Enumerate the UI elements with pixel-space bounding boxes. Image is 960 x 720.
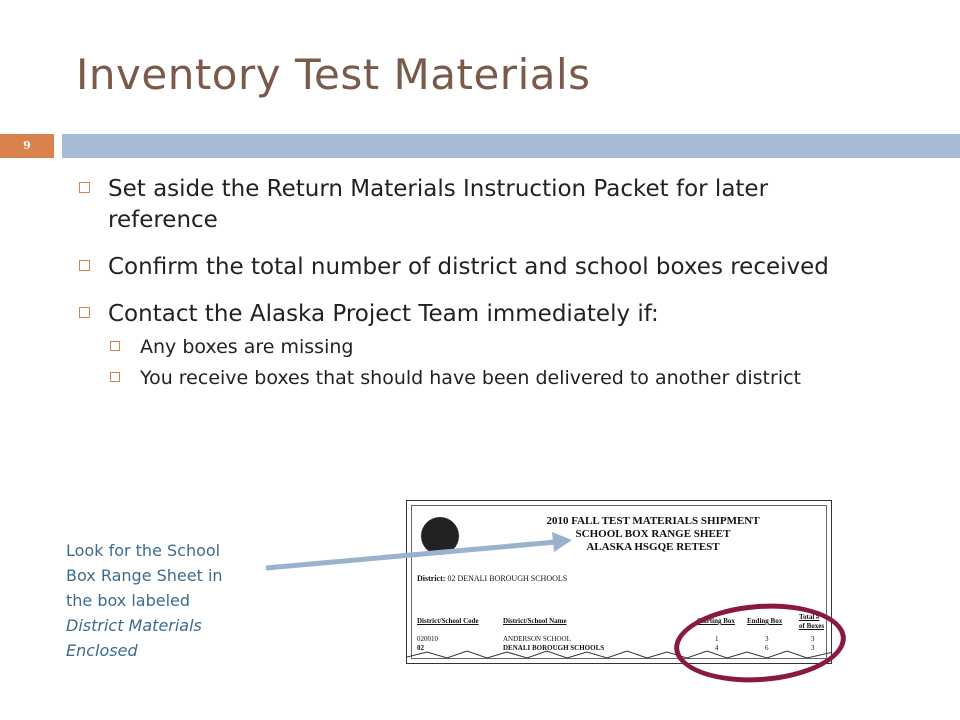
table-cell: 020010 — [417, 635, 438, 643]
column-header: District/School Name — [503, 617, 567, 625]
sheet-header-line: 2010 FALL TEST MATERIALS SHIPMENT — [546, 515, 760, 527]
bullet-text: Confirm the total number of district and school boxes received — [108, 254, 829, 280]
column-header: District/School Code — [417, 617, 479, 625]
district-label: District: — [417, 574, 446, 583]
slide-number: 9 — [0, 134, 54, 158]
table-cell: 1 — [715, 635, 719, 643]
table-cell: DENALI BOROUGH SCHOOLS — [503, 644, 605, 652]
column-header: Starting Box — [697, 617, 735, 625]
table-cell: 3 — [811, 644, 815, 652]
callout-line: Box Range Sheet in — [66, 566, 223, 585]
callout-line: Look for the School — [66, 541, 221, 560]
column-header: Ending Box — [747, 617, 783, 625]
callout-line: the box labeled — [66, 591, 191, 610]
slide-title: Inventory Test Materials — [76, 50, 591, 99]
table-cell: 6 — [765, 644, 769, 652]
sheet-header-line: SCHOOL BOX RANGE SHEET — [575, 528, 731, 540]
table-cell: 3 — [811, 635, 815, 643]
callout-italic: District Materials — [66, 616, 202, 635]
callout-italic: Enclosed — [66, 641, 138, 660]
table-cell: 4 — [715, 644, 719, 652]
bullet-text: Contact the Alaska Project Team immediately if: — [108, 301, 659, 327]
table-cell: ANDERSON SCHOOL — [503, 635, 571, 643]
sub-bullet-text: Any boxes are missing — [140, 336, 354, 358]
column-header: Total # — [799, 613, 820, 621]
sub-bullet-text: You receive boxes that should have been delivered to another district — [140, 367, 801, 389]
table-cell: 3 — [765, 635, 769, 643]
bullet-text: Set aside the Return Materials Instruction Packet for later reference — [108, 176, 769, 233]
table-cell: 02 — [417, 644, 424, 652]
district-value: 02 DENALI BOROUGH SCHOOLS — [447, 574, 568, 583]
sheet-header-line: ALASKA HSGQE RETEST — [586, 541, 720, 553]
column-header: of Boxes — [799, 622, 825, 630]
